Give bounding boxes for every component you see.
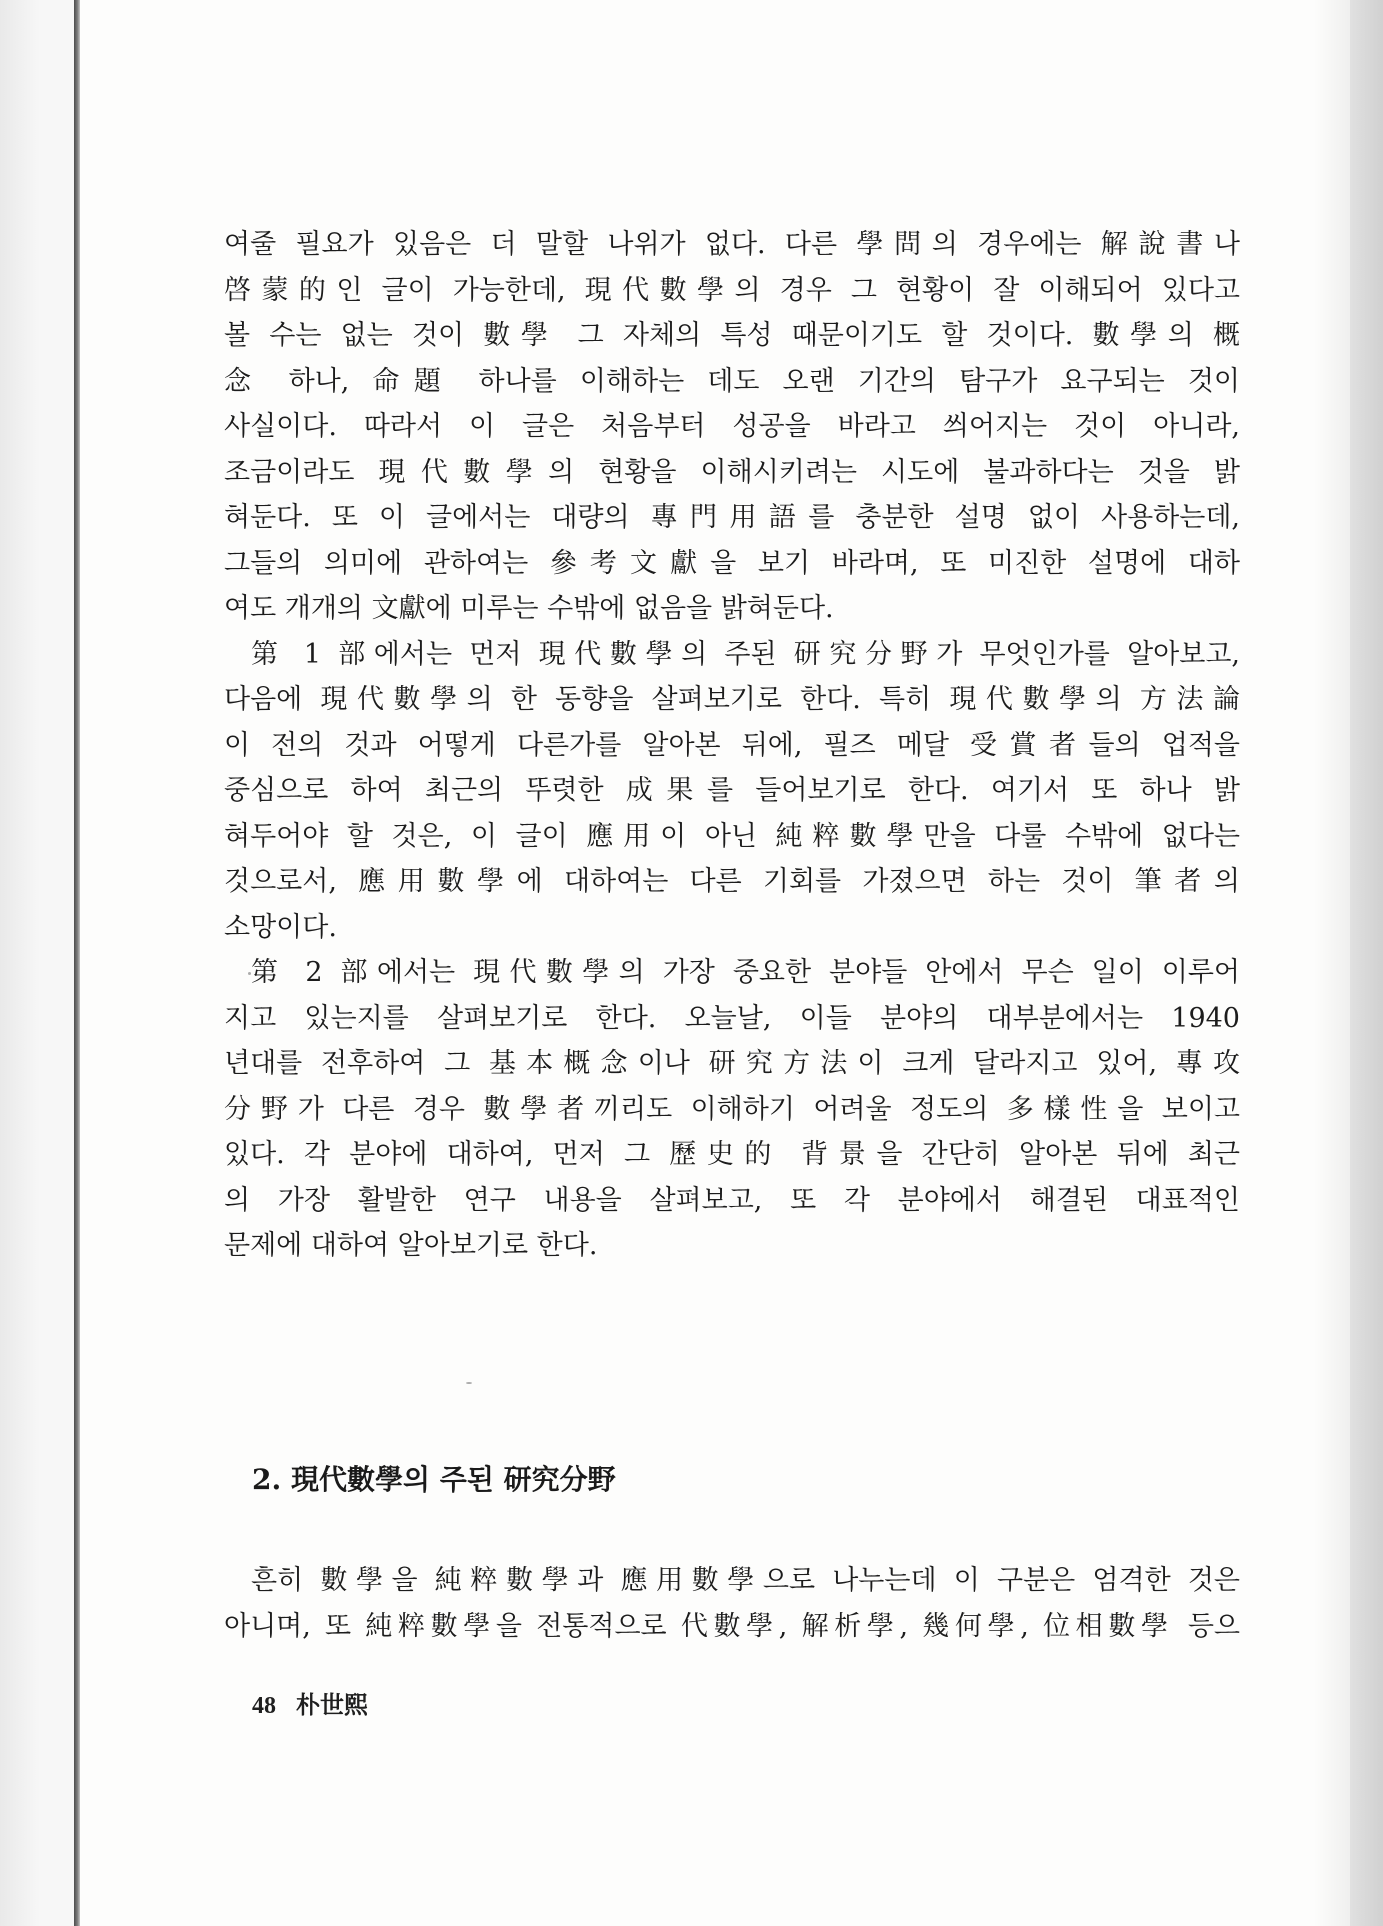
text-line: 第 2 部에서는 現代數學의 가장 중요한 분야들 안에서 무슨 일이 이루어 [251, 957, 1240, 988]
scan-speck [466, 1382, 472, 1384]
text-line: 의 가장 활발한 연구 내용을 살펴보고, 또 각 분야에서 해결된 대표적인 [224, 1184, 1240, 1216]
body-text [224, 222, 1240, 1269]
text-line: 이 전의 것과 어떻게 다른가를 알아본 뒤에, 필즈 메달 受賞者들의 업적을 [224, 729, 1240, 761]
page-footer [252, 1685, 368, 1720]
text-line: 있다. 각 분야에 대하여, 먼저 그 歷史的 背景을 간단히 알아본 뒤에 최근 [224, 1139, 1240, 1170]
scan-speck [248, 972, 251, 975]
section-body [224, 1558, 1240, 1649]
text-line: 여도 개개의 文獻에 미루는 수밖에 없음을 밝혀둔다. [224, 593, 834, 624]
paragraph-intro-continuation [224, 222, 1240, 632]
text-line: 여줄 필요가 있음은 더 말할 나위가 없다. 다른 學問의 경우에는 解說書나 [224, 229, 1240, 260]
text-line: 볼 수는 없는 것이 數學 그 자체의 특성 때문이기도 할 것이다. 數學의 概 [224, 320, 1240, 351]
text-line: 중심으로 하여 최근의 뚜렷한 成果를 들어보기로 한다. 여기서 또 하나 밝 [224, 775, 1240, 806]
paragraph-part-1 [224, 632, 1240, 951]
text-line: 아니며, 또 純粹數學을 전통적으로 代數學, 解析學, 幾何學, 位相數學 등으 [224, 1610, 1240, 1642]
text-line: 啓蒙的인 글이 가능한데, 現代數學의 경우 그 현황이 잘 이해되어 있다고 [224, 274, 1240, 306]
page-right-shadow [1313, 0, 1383, 1926]
text-line: 사실이다. 따라서 이 글은 처음부터 성공을 바라고 씌어지는 것이 아니라, [224, 411, 1240, 442]
page-number: 48 [252, 1693, 276, 1719]
text-line: 혀둔다. 또 이 글에서는 대량의 專門用語를 충분한 설명 없이 사용하는데, [224, 502, 1240, 533]
text-line: 第 1 部에서는 먼저 現代數學의 주된 研究分野가 무엇인가를 알아보고, [251, 638, 1240, 670]
text-line: 흔히 數學을 純粹數學과 應用數學으로 나누는데 이 구분은 엄격한 것은 [251, 1565, 1240, 1596]
text-line: 소망이다. [224, 911, 337, 943]
text-line: 년대를 전후하여 그 基本概念이나 研究方法이 크게 달라지고 있어, 專攻 [224, 1048, 1240, 1079]
text-line: 혀두어야 할 것은, 이 글이 應用이 아닌 純粹數學만을 다룰 수밖에 없다는 [224, 820, 1240, 852]
page-spine-edge [74, 0, 80, 1926]
author-name: 朴世熙 [296, 1690, 368, 1719]
section-heading: 2. 現代數學의 주된 研究分野 [252, 1463, 616, 1496]
text-line: 지고 있는지를 살펴보기로 한다. 오늘날, 이들 분야의 대부분에서는 1940 [224, 1002, 1240, 1034]
text-line: 念 하나, 命題 하나를 이해하는 데도 오랜 기간의 탐구가 요구되는 것이 [224, 365, 1240, 397]
text-line: 다음에 現代數學의 한 동향을 살펴보기로 한다. 특히 現代數學의 方法論 [224, 684, 1240, 715]
text-line: 그들의 의미에 관하여는 參考文獻을 보기 바라며, 또 미진한 설명에 대하 [224, 547, 1240, 579]
text-line: 分野가 다른 경우 數學者끼리도 이해하기 어려울 정도의 多樣性을 보이고 [224, 1093, 1240, 1125]
text-line: 조금이라도 現代數學의 현황을 이해시키려는 시도에 불과하다는 것을 밝 [224, 456, 1240, 488]
text-line: 문제에 대하여 알아보기로 한다. [224, 1230, 598, 1261]
text-line: 것으로서, 應用數學에 대하여는 다른 기회를 가졌으면 하는 것이 筆者의 [224, 866, 1240, 897]
paragraph-part-2 [224, 950, 1240, 1269]
